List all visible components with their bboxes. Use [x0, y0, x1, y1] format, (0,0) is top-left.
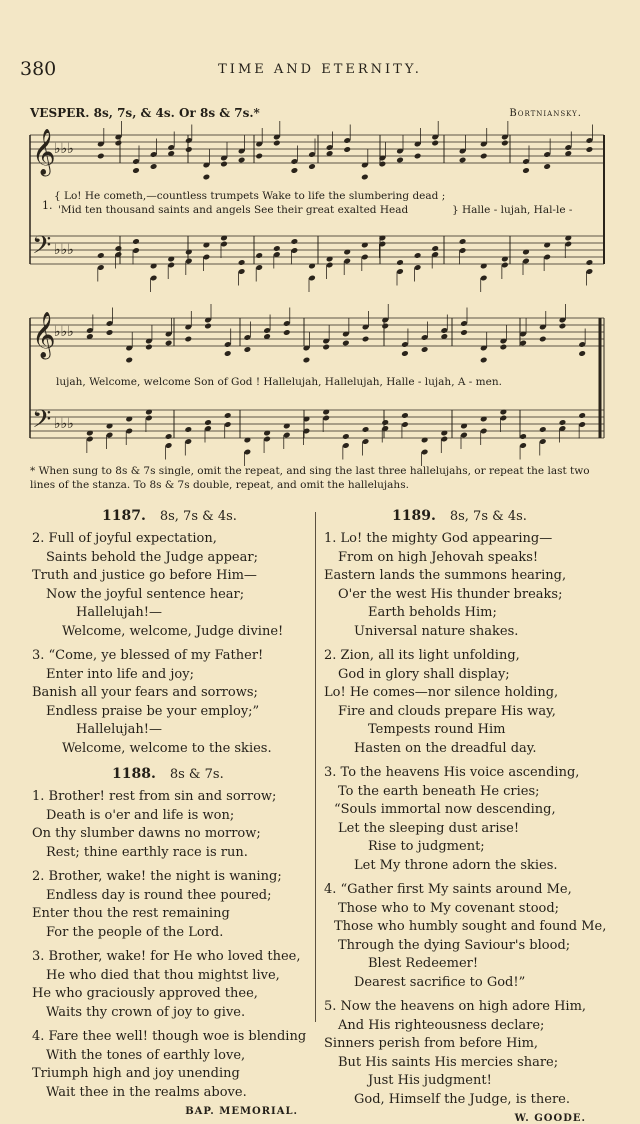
note-head	[501, 140, 509, 147]
note-head	[500, 344, 508, 351]
verse-line: With the tones of earthly love,	[46, 1047, 246, 1063]
note-head	[203, 174, 211, 181]
verse-line: Banish all your fears and sorrows;	[32, 685, 258, 700]
note-head	[308, 163, 316, 170]
note-head	[238, 157, 246, 164]
verse-line: Sinners perish from before Him,	[324, 1036, 539, 1051]
note-head	[204, 419, 212, 426]
verse-line: From on high Jehovah speaks!	[338, 549, 539, 565]
verse-line: Those who to My covenant stood;	[338, 900, 560, 916]
note-head	[150, 163, 158, 170]
verse-line: Death is o'er and life is won;	[46, 807, 235, 823]
note-head	[244, 346, 252, 353]
verse-line: Endless praise be your employ;”	[46, 703, 260, 719]
verse-line: Dearest sacrifice to God!”	[354, 974, 526, 990]
note-head	[431, 140, 439, 147]
verse-line: But His saints His mercies share;	[338, 1054, 559, 1070]
stanza	[324, 764, 614, 875]
verse-line: Waits thy crown of joy to give.	[46, 1004, 246, 1020]
note-head	[343, 146, 351, 153]
verse-line: 1. Brother! rest from sin and sorrow;	[32, 789, 277, 804]
note-head	[273, 245, 281, 252]
treble-clef: 𝄞	[32, 129, 56, 175]
verse-line: Fire and clouds prepare His way,	[338, 703, 556, 719]
verse-line: 3. Brother, wake! for He who loved thee,	[32, 949, 301, 964]
key-signature: ♭♭♭	[54, 242, 74, 258]
page-number: 380	[20, 58, 57, 80]
verse-line: Truth and justice go before Him—	[32, 568, 257, 583]
note-head	[224, 412, 232, 419]
verse-line: 2. Zion, all its light unfolding,	[324, 648, 520, 663]
lyric-line-1: { Lo! He cometh,—countless trumpets Wake to life the slumbering dead ;	[54, 190, 446, 202]
note-head	[342, 433, 350, 440]
note-head	[132, 238, 140, 245]
hymn-meter: 8s, 7s & 4s.	[449, 509, 527, 524]
note-head	[97, 252, 105, 259]
note-head	[361, 174, 369, 181]
note-head	[283, 329, 291, 336]
stanza	[324, 881, 614, 992]
note-head	[480, 357, 488, 364]
verse-line: He who graciously approved thee,	[32, 986, 258, 1001]
note-head	[362, 336, 370, 343]
note-head	[342, 340, 350, 347]
verse-line: Hasten on the dreadful day.	[354, 740, 537, 756]
verse-line: God in glory shall display;	[338, 666, 510, 682]
footnote: * When sung to 8s & 7s single, omit the repeat, and sing the last three hallelujahs, or repeat the last two lines of the stanza. To 8s & 7s double, repeat, and omit the hallelujahs.	[30, 465, 590, 491]
hymn-author: BAP. MEMORIAL.	[185, 1106, 298, 1117]
verse-line: Hallelujah!—	[76, 605, 163, 620]
hymn-number: 1188.	[112, 766, 156, 782]
note-head	[539, 336, 547, 343]
stanza	[32, 948, 310, 1022]
stanza	[32, 530, 310, 641]
note-head	[381, 419, 389, 426]
verse-line: Hallelujah!—	[76, 722, 163, 737]
stanza	[324, 647, 614, 758]
hymn-heading	[32, 766, 310, 782]
verse-line: Blest Redeemer!	[368, 956, 479, 971]
note-head	[184, 336, 192, 343]
hymn-author: W. GOODE.	[514, 1113, 586, 1124]
note-head	[543, 163, 551, 170]
note-head	[165, 340, 173, 347]
hymn-meter: 8s, 7s & 4s.	[159, 509, 237, 524]
lyric-hallelujah: } Halle - lujah, Hal-le -	[452, 204, 573, 216]
hymn-number: 1189.	[392, 508, 436, 524]
note-head	[578, 350, 586, 357]
column-divider	[315, 512, 316, 1022]
verse-line: Just His judgment!	[368, 1073, 492, 1088]
note-head	[362, 426, 370, 433]
note-head	[291, 167, 299, 174]
hymn-heading	[324, 508, 614, 524]
running-title: TIME AND ETERNITY.	[218, 62, 422, 77]
note-head	[396, 259, 404, 266]
verse-line: Let My throne adorn the skies.	[354, 857, 558, 873]
note-head	[586, 146, 594, 153]
note-head	[431, 245, 439, 252]
verse-line: He who died that thou mightst live,	[46, 967, 280, 983]
note-head	[220, 161, 228, 168]
note-head	[414, 153, 422, 160]
note-head	[132, 167, 140, 174]
hymn-meter: 8s & 7s.	[169, 767, 224, 782]
note-head	[115, 245, 123, 252]
note-head	[145, 344, 153, 351]
stanza	[324, 998, 614, 1109]
note-head	[539, 426, 547, 433]
note-head	[401, 412, 409, 419]
note-head	[185, 146, 193, 153]
note-head	[255, 252, 263, 259]
composer: Bortniansky.	[509, 108, 582, 119]
verse-line: Endless day is round thee poured;	[46, 887, 272, 903]
verse-line: Saints behold the Judge appear;	[46, 549, 258, 565]
verse-line: 3. To the heavens His voice ascending,	[324, 765, 580, 780]
note-head	[578, 412, 586, 419]
verse-line: 4. Fare thee well! though woe is blending	[32, 1029, 307, 1044]
verse-line: Through the dying Saviour's blood;	[338, 937, 571, 953]
note-head	[255, 153, 263, 160]
note-head	[381, 323, 389, 330]
tune-name: VESPER. 8s, 7s, & 4s. Or 8s & 7s.*	[30, 106, 260, 120]
note-head	[303, 357, 311, 364]
verse-line: For the people of the Lord.	[46, 924, 224, 940]
verse-line: Tempests round Him	[368, 722, 506, 737]
verse-line: 5. Now the heavens on high adore Him,	[324, 999, 587, 1014]
verse-line: Enter thou the rest remaining	[32, 906, 230, 921]
key-signature: ♭♭♭	[54, 141, 74, 157]
verse-line: 4. “Gather first My saints around Me,	[324, 882, 572, 897]
verse-line: Rest; thine earthly race is run.	[46, 844, 248, 860]
note-head	[480, 153, 488, 160]
music-score	[0, 0, 640, 470]
key-signature: ♭♭♭	[54, 324, 74, 340]
verse-line: Welcome, welcome to the skies.	[62, 740, 272, 756]
note-head	[184, 426, 192, 433]
verse-line: Enter into life and joy;	[46, 666, 194, 682]
verse-line: 3. “Come, ye blessed of my Father!	[32, 648, 264, 663]
note-head	[459, 157, 467, 164]
stanza	[32, 647, 310, 758]
verse-line: Earth beholds Him;	[368, 605, 497, 620]
verse-line: God, Himself the Judge, is there.	[354, 1091, 570, 1107]
note-head	[401, 350, 409, 357]
verse-line: Lo! He comes—nor silence holding,	[324, 685, 559, 700]
key-signature: ♭♭♭	[54, 416, 74, 432]
note-head	[238, 259, 246, 266]
note-head	[106, 329, 114, 336]
note-head	[125, 357, 133, 364]
note-head	[97, 153, 105, 160]
bass-clef: 𝄢	[32, 405, 52, 440]
verse-line: And His righteousness declare;	[338, 1017, 545, 1033]
verse-line: 2. Full of joyful expectation,	[32, 531, 217, 546]
verse-line: Rise to judgment;	[368, 839, 485, 854]
note-head	[421, 346, 429, 353]
verse-line: 2. Brother, wake! the night is waning;	[32, 869, 282, 884]
verse-line: To the earth beneath He cries;	[338, 783, 540, 799]
verse-line: Wait thee in the realms above.	[46, 1084, 247, 1100]
note-head	[204, 323, 212, 330]
note-head	[396, 157, 404, 164]
note-head	[291, 238, 299, 245]
stanza-number: 1.	[42, 199, 53, 212]
note-head	[224, 350, 232, 357]
stanza	[32, 788, 310, 862]
note-head	[414, 252, 422, 259]
left-column	[32, 508, 310, 1117]
stanza	[32, 868, 310, 942]
note-head	[559, 419, 567, 426]
note-head	[559, 323, 567, 330]
note-head	[322, 344, 330, 351]
verse-line: Now the joyful sentence hear;	[46, 586, 245, 602]
treble-clef: 𝄞	[32, 312, 56, 358]
verse-line: Eastern lands the summons hearing,	[324, 568, 567, 583]
verse-line: Welcome, welcome, Judge divine!	[62, 623, 284, 639]
note-head	[459, 238, 467, 245]
lyric-line-2: 'Mid ten thousand saints and angels See their great exalted Head	[58, 204, 409, 216]
verse-line: On thy slumber dawns no morrow;	[32, 826, 261, 841]
verse-line: Universal nature shakes.	[354, 623, 519, 639]
note-head	[115, 140, 123, 147]
verse-line: 1. Lo! the mighty God appearing—	[324, 531, 553, 546]
note-head	[460, 329, 468, 336]
right-column	[324, 508, 614, 1124]
hymn-heading	[32, 508, 310, 524]
bass-clef: 𝄢	[32, 231, 52, 266]
note-head	[273, 140, 281, 147]
verse-line: Triumph high and joy unending	[32, 1066, 240, 1081]
hymn-number: 1187.	[102, 508, 146, 524]
verse-line: Let the sleeping dust arise!	[338, 820, 520, 836]
verse-line: Those who humbly sought and found Me,	[334, 919, 607, 934]
lyric-line-3: lujah, Welcome, welcome Son of God ! Hallelujah, Hallelujah, Halle - lujah, A - men.	[56, 376, 502, 388]
verse-line: “Souls immortal now descending,	[334, 802, 556, 817]
note-head	[522, 167, 530, 174]
verse-line: O'er the west His thunder breaks;	[338, 586, 563, 602]
note-head	[165, 433, 173, 440]
stanza	[32, 1028, 310, 1102]
note-head	[586, 259, 594, 266]
stanza	[324, 530, 614, 641]
